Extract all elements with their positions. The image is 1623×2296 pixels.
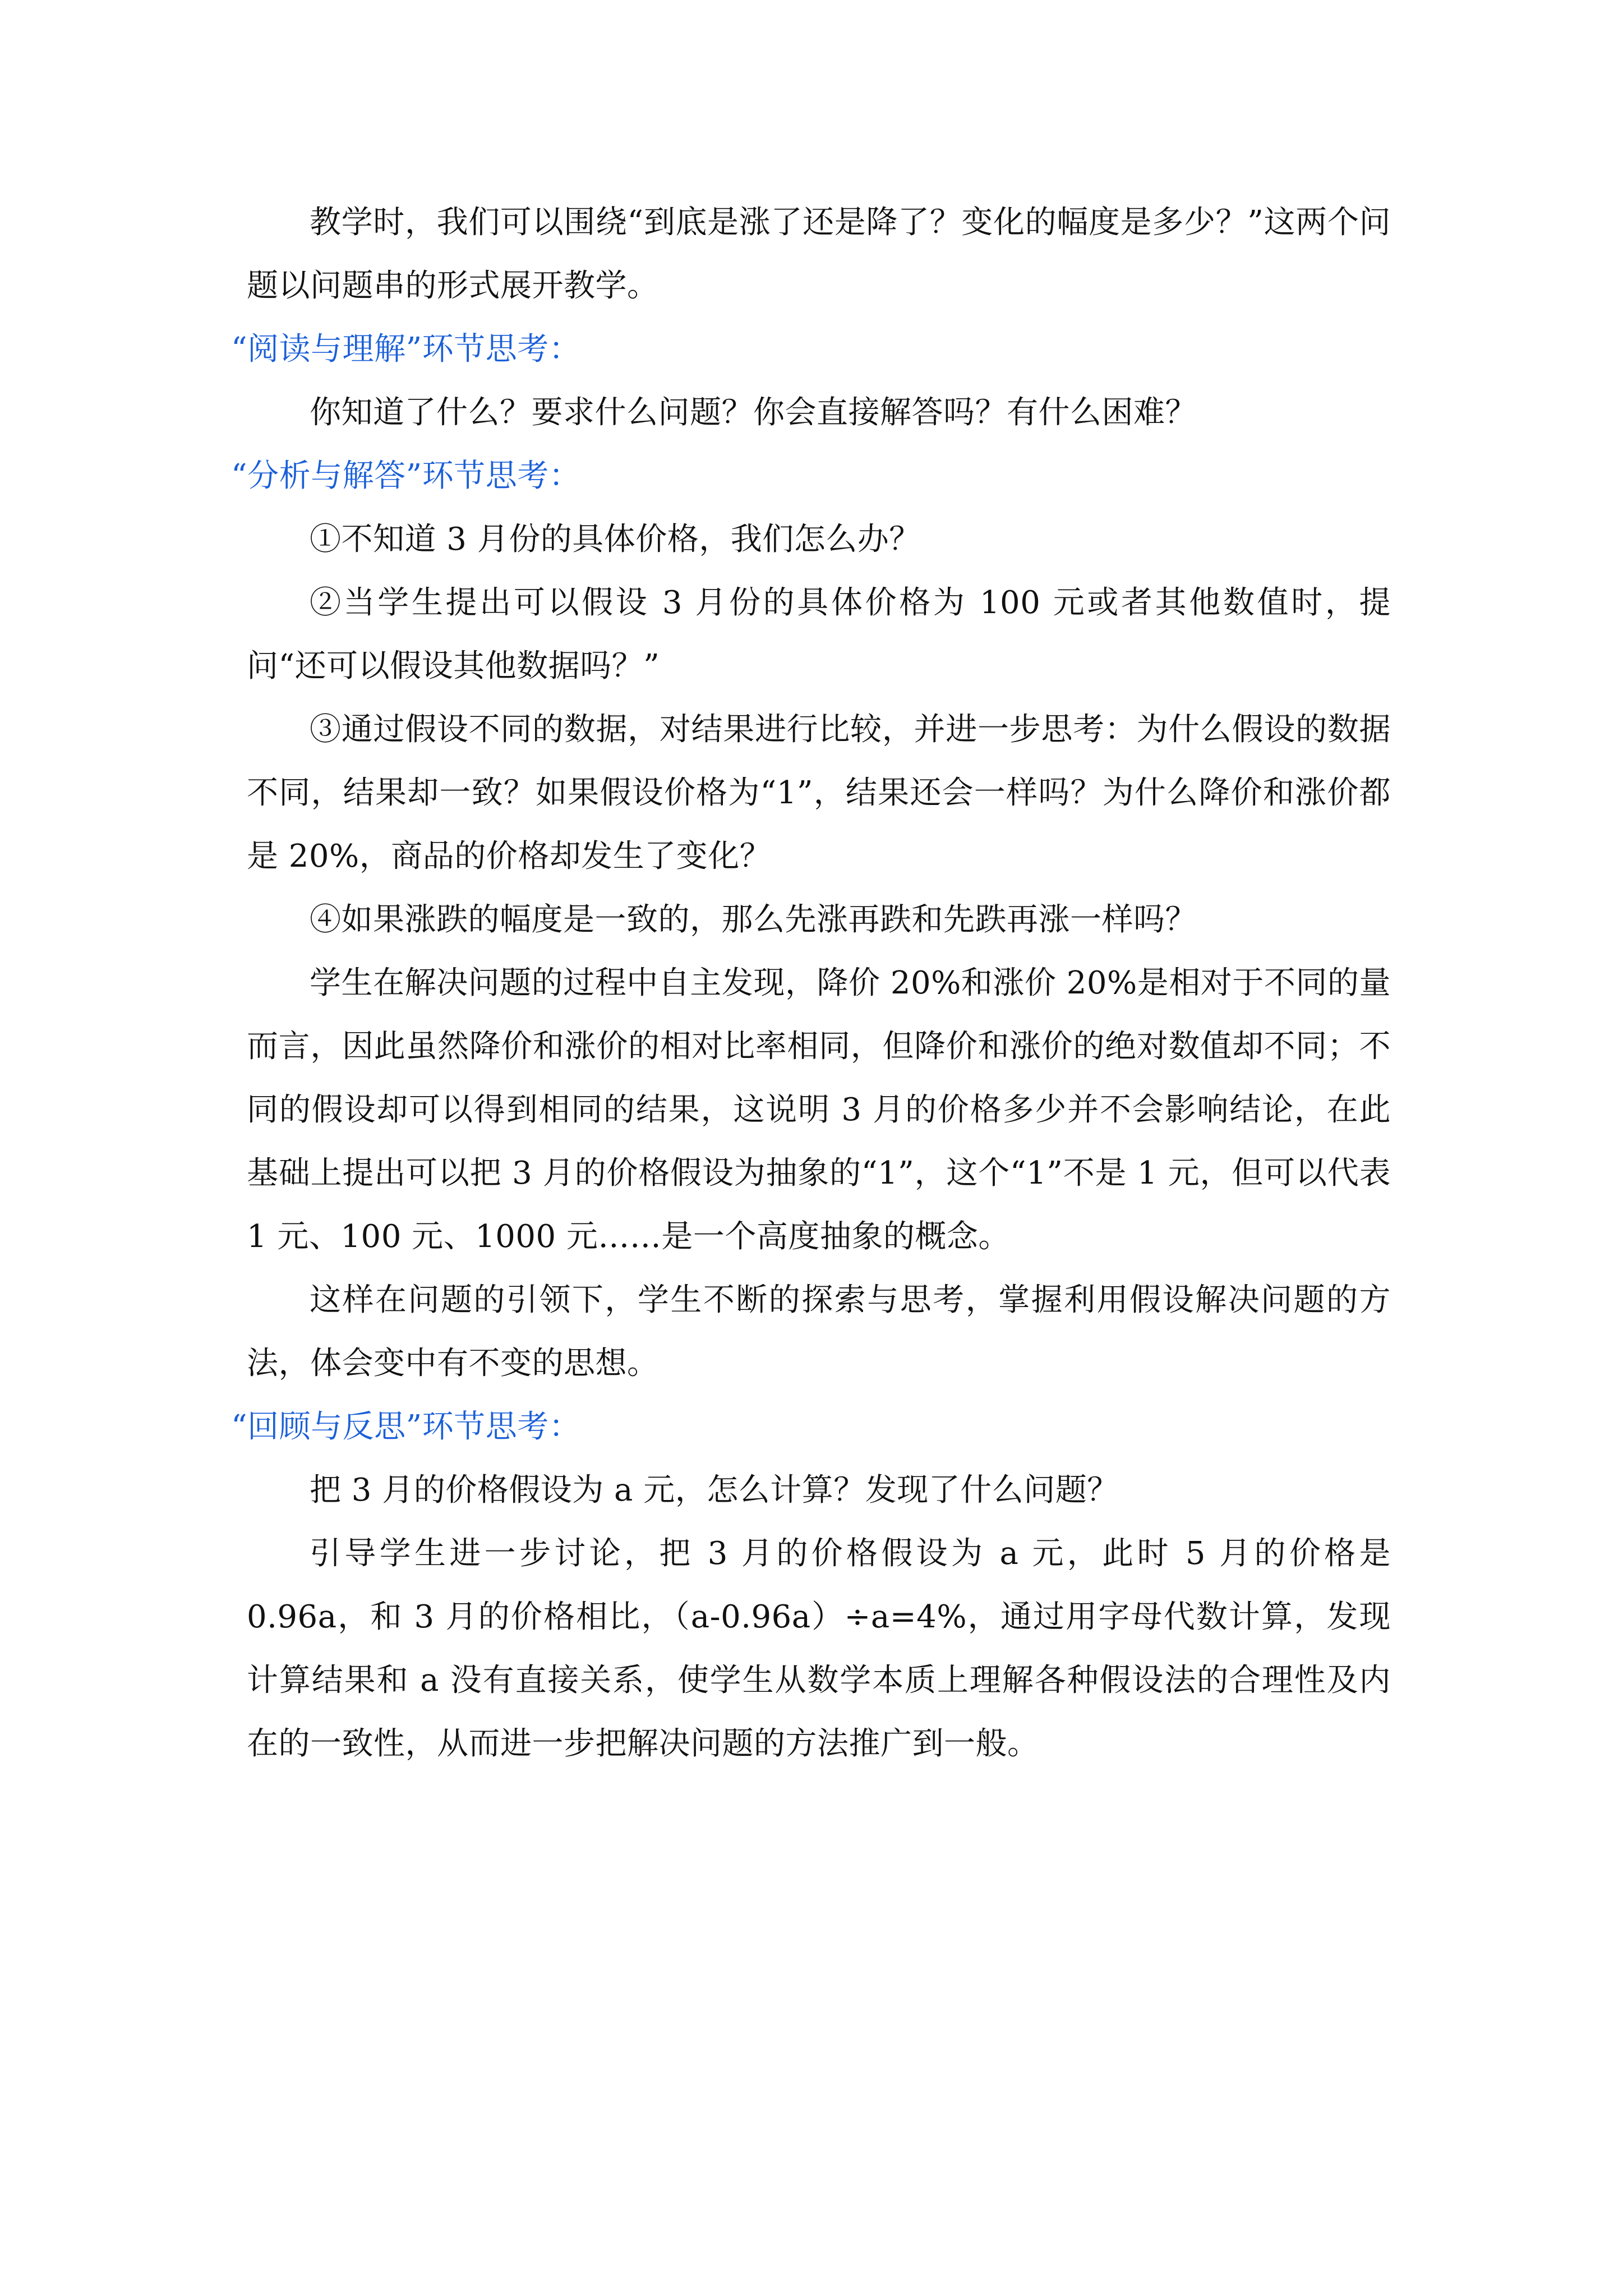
paragraph-reading-questions: 你知道了什么？要求什么问题？你会直接解答吗？有什么困难？	[310, 394, 1197, 431]
paragraph-method: 这样在问题的引领下，学生不断的探索与思考，掌握利用假设解决问题的方法，体会变中有不变的思想。	[247, 1282, 1391, 1382]
document-body	[231, 191, 1391, 1775]
section-heading-review: “回顾与反思”环节思考：	[231, 1409, 581, 1445]
paragraph-conclusion: 引导学生进一步讨论，把 3 月的价格假设为 a 元，此时 5 月的价格是 0.96a，和 3 月的价格相比，（a-0.96a）÷a=4%，通过用字母代数计算，发现计算结果和 a 没有直接关系，使学生从数学本质上理解各种假设法的合理性及内在的一致性，从而进一步把解决问题的方法推广到一般。	[247, 1535, 1391, 1762]
paragraph-review-question: 把 3 月的价格假设为 a 元，怎么计算？发现了什么问题？	[310, 1472, 1119, 1508]
paragraph-question-2: ②当学生提出可以假设 3 月份的具体价格为 100 元或者其他数值时，提问“还可以假设其他数据吗？”	[247, 585, 1391, 684]
section-heading-analysis: “分析与解答”环节思考：	[231, 458, 581, 494]
paragraph-question-4: ④如果涨跌的幅度是一致的，那么先涨再跌和先跌再涨一样吗？	[310, 901, 1197, 938]
paragraph-question-3: ③通过假设不同的数据，对结果进行比较，并进一步思考：为什么假设的数据不同，结果却一致？如果假设价格为“1”，结果还会一样吗？为什么降价和涨价都是 20%，商品的价格却发生了变化？	[247, 711, 1391, 875]
paragraph-intro: 教学时，我们可以围绕“到底是涨了还是降了？变化的幅度是多少？”这两个问题以问题串的形式展开教学。	[247, 204, 1391, 304]
paragraph-question-1: ①不知道 3 月份的具体价格，我们怎么办？	[310, 521, 921, 558]
paragraph-discovery: 学生在解决问题的过程中自主发现，降价 20%和涨价 20%是相对于不同的量而言，因此虽然降价和涨价的相对比率相同，但降价和涨价的绝对数值却不同；不同的假设却可以得到相同的结果，这说明 3 月的价格多少并不会影响结论，在此基础上提出可以把 3 月的价格假设为抽象的“1”，这个“1”不是 1 元，但可以代表 1 元、100 元、1000 元……是一个高度抽象的概念。	[247, 965, 1391, 1255]
section-heading-reading: “阅读与理解”环节思考：	[231, 331, 581, 367]
